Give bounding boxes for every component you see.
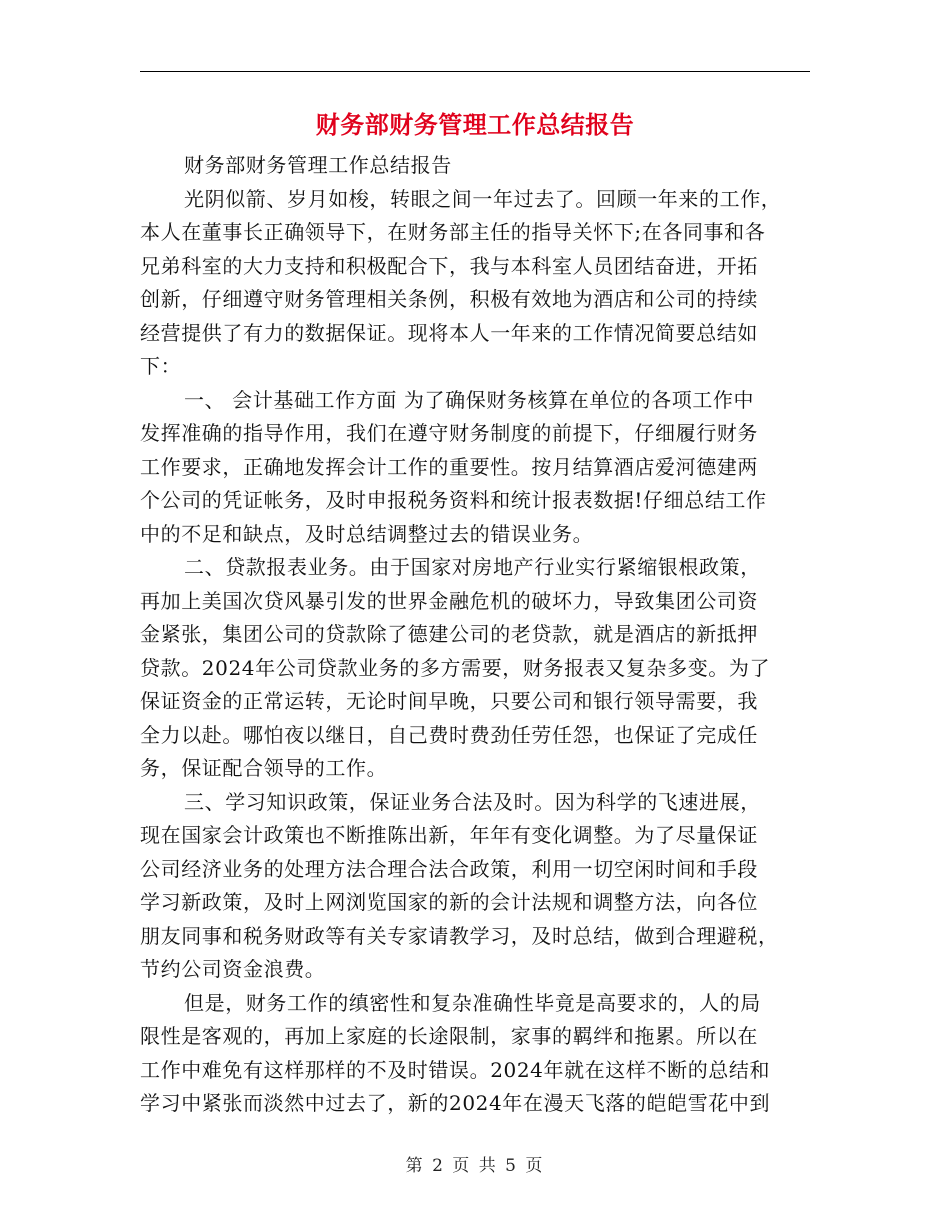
text-line: 公司经济业务的处理方法合理合法合政策，利用一切空闲时间和手段 [140,856,758,881]
text-line: 经营提供了有力的数据保证。现将本人一年来的工作情况简要总结如 [140,320,758,345]
text-line: 全力以赴。哪怕夜以继日，自己费时费劲任劳任怨，也保证了完成任 [140,722,758,747]
text-line: 贷款。2024年公司贷款业务的多方需要，财务报表又复杂多变。为了 [140,655,771,680]
text-line: 兄弟科室的大力支持和积极配合下，我与本科室人员团结奋进，开拓 [140,253,758,278]
text-line: 一、 会计基础工作方面 为了确保财务核算在单位的各项工作中 [184,387,755,412]
text-line: 工作要求，正确地发挥会计工作的重要性。按月结算酒店爱河德建两 [140,454,758,479]
header-rule [140,71,810,72]
text-line: 学习新政策，及时上网浏览国家的新的会计法规和调整方法，向各位 [140,890,758,914]
text-line: 金紧张，集团公司的贷款除了德建公司的老贷款，就是酒店的新抵押 [140,622,758,646]
text-line: 本人在董事长正确领导下，在财务部主任的指导关怀下;在各同事和各 [140,220,766,244]
text-line: 下： [140,354,182,378]
text-line: 朋友同事和税务财政等有关专家请教学习，及时总结，做到合理避税， [140,923,779,948]
document-body [140,149,810,1121]
text-line: 保证资金的正常运转，无论时间早晚，只要公司和银行领导需要，我 [140,689,758,713]
text-line: 节约公司资金浪费。 [140,957,326,981]
text-line: 三、学习知识政策，保证业务合法及时。因为科学的飞速进展， [184,789,761,814]
text-line: 发挥准确的指导作用，我们在遵守财务制度的前提下，仔细履行财务 [140,421,758,445]
text-line: 再加上美国次贷风暴引发的世界金融危机的破坏力，导致集团公司资 [140,588,758,613]
text-line: 财务部财务管理工作总结报告 [184,153,452,177]
text-line: 工作中难免有这样那样的不及时错误。2024年就在这样不断的总结和 [140,1057,771,1082]
text-line: 中的不足和缺点，及时总结调整过去的错误业务。 [140,521,594,546]
document-title: 财务部财务管理工作总结报告 [315,110,635,139]
text-line: 个公司的凭证帐务，及时申报税务资料和统计报表数据!仔细总结工作 [140,488,767,512]
text-line: 二、贷款报表业务。由于国家对房地产行业实行紧缩银根政策， [184,555,761,579]
text-line: 务，保证配合领导的工作。 [140,756,388,780]
text-line: 限性是客观的，再加上家庭的长途限制，家事的羁绊和拖累。所以在 [140,1024,758,1048]
page-number: 第 2 页 共 5 页 [405,1156,545,1176]
text-line: 创新，仔细遵守财务管理相关条例，积极有效地为酒店和公司的持续 [140,287,758,311]
text-line: 但是，财务工作的缜密性和复杂准确性毕竟是高要求的，人的局 [184,990,761,1015]
text-line: 学习中紧张而淡然中过去了，新的2024年在漫天飞落的皑皑雪花中到 [140,1091,771,1115]
text-line: 现在国家会计政策也不断推陈出新，年年有变化调整。为了尽量保证 [140,823,758,847]
text-line: 光阴似箭、岁月如梭，转眼之间一年过去了。回顾一年来的工作， [184,186,782,211]
